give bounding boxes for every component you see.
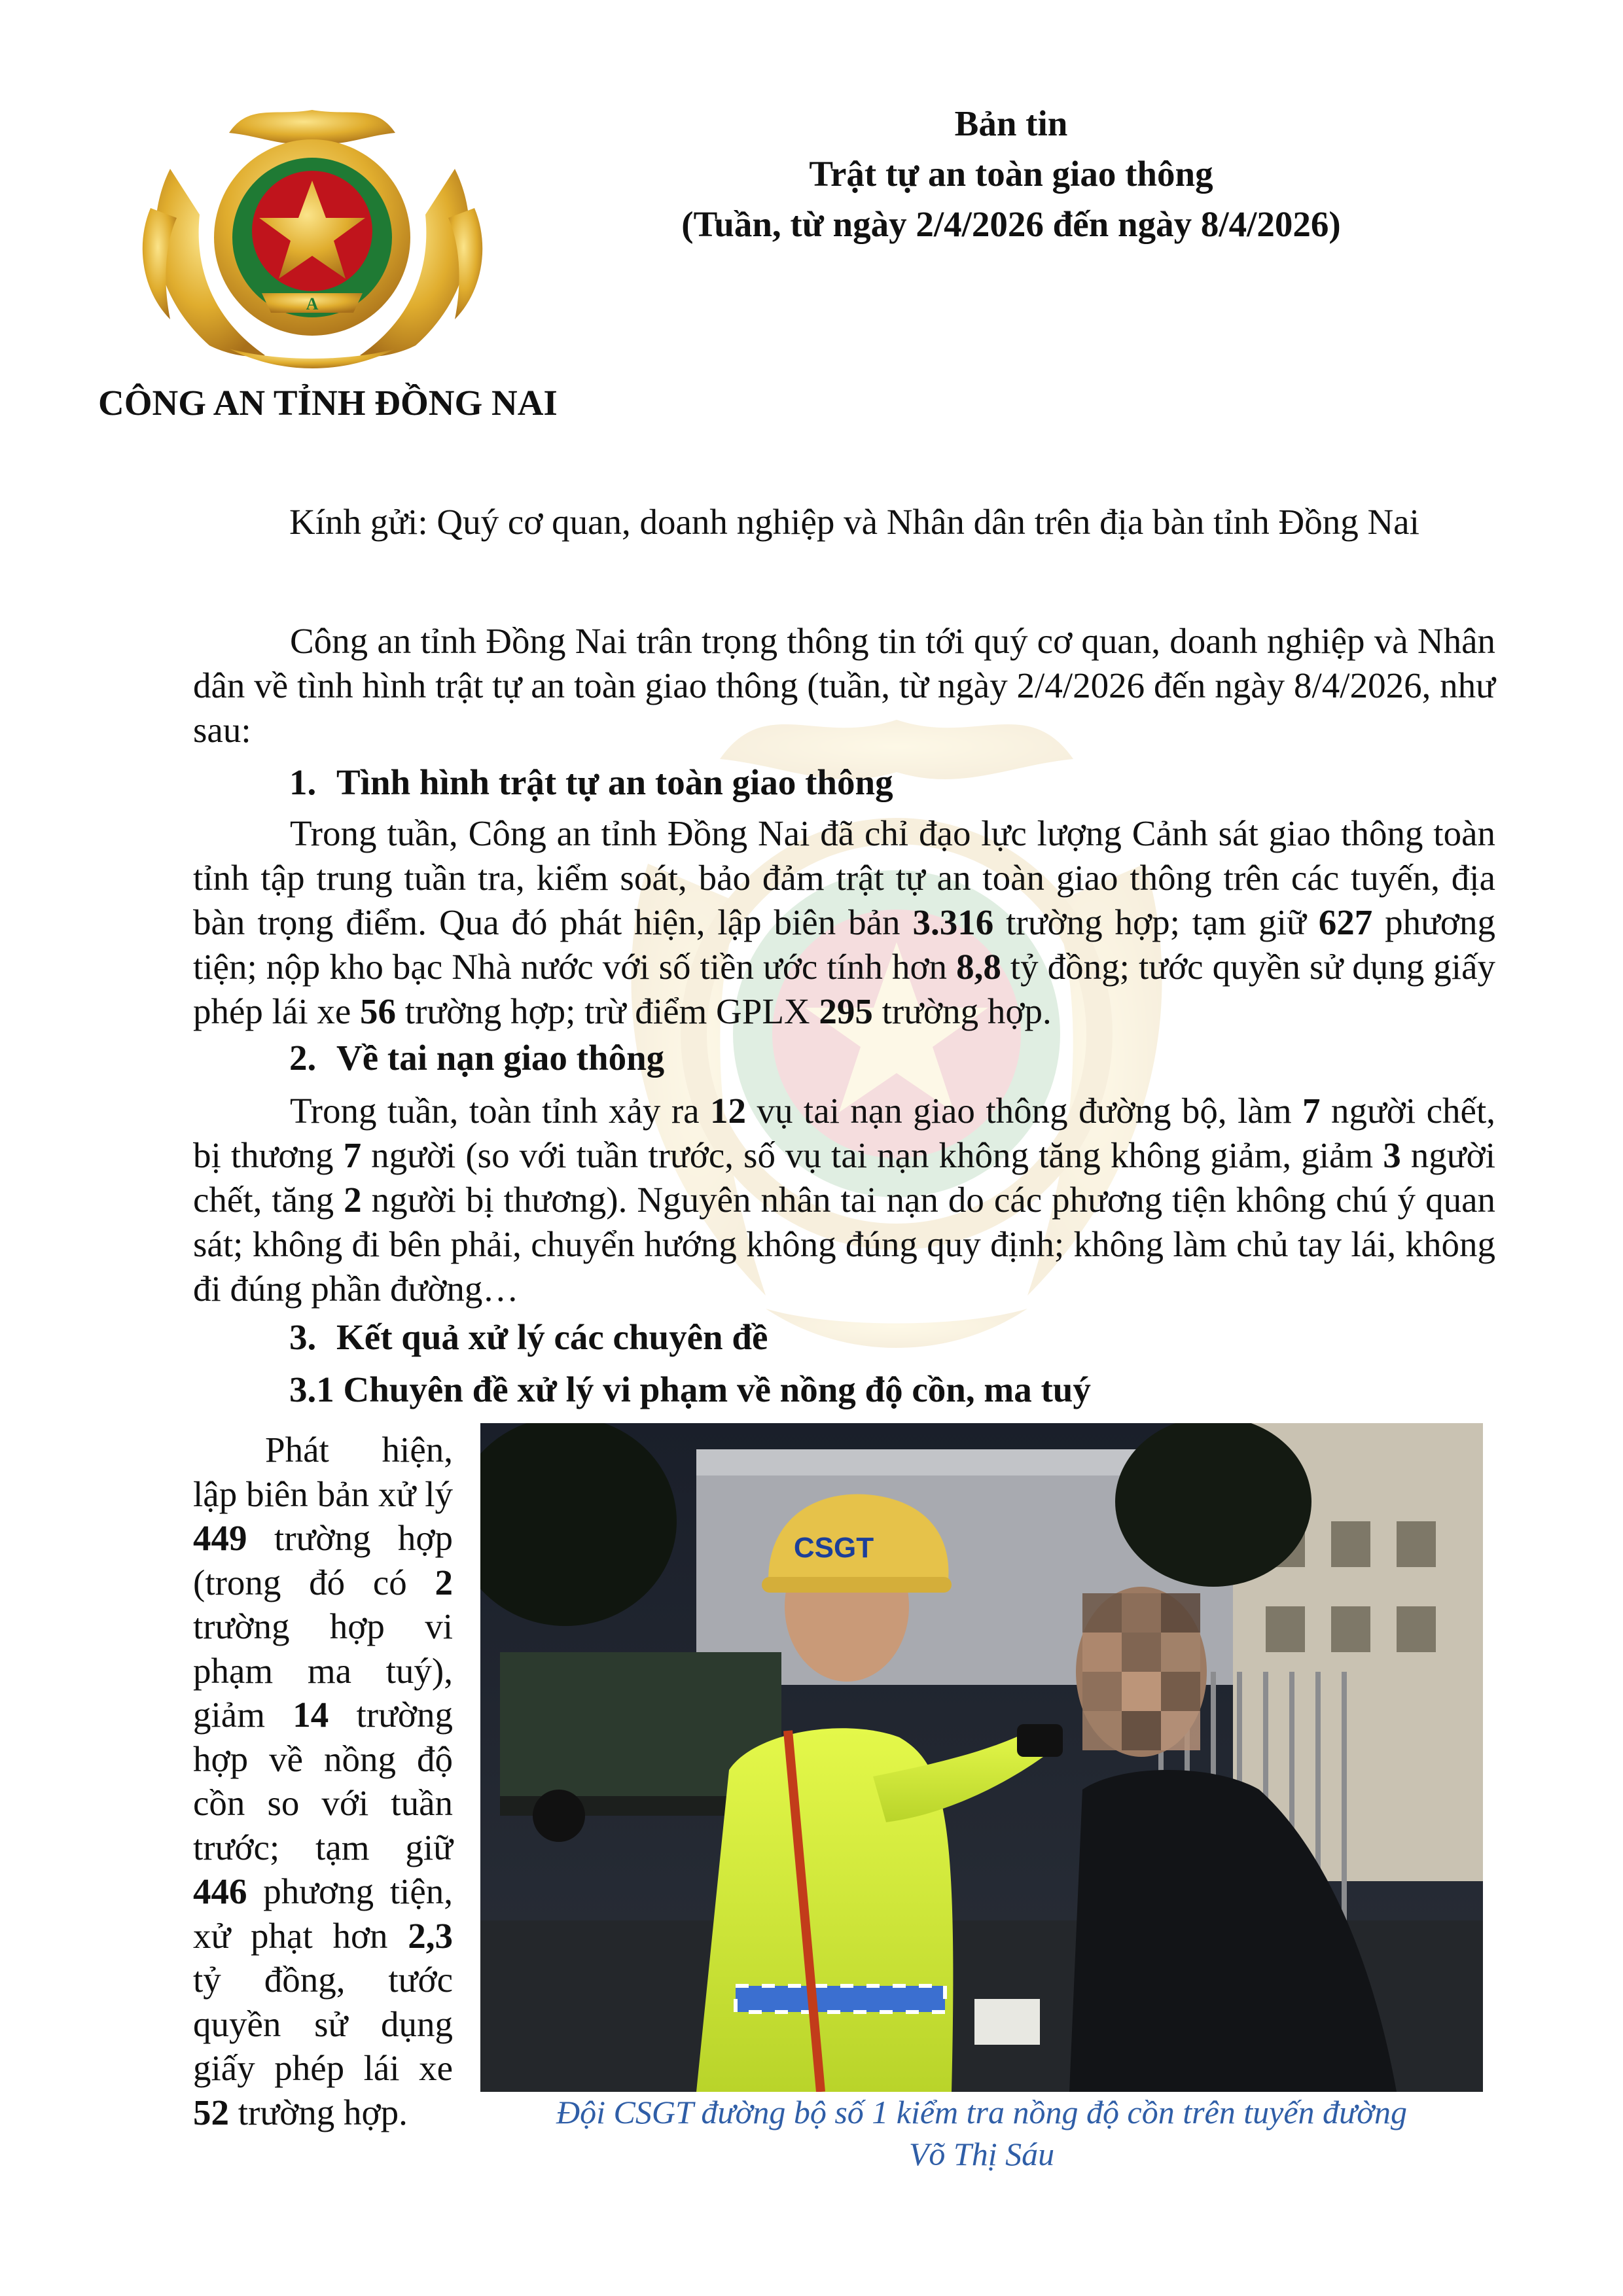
section-2-number: 2. (289, 1038, 317, 1078)
alcohol-decrease: 14 (293, 1695, 329, 1735)
section-3-1-body: Phát hiện, lập biên bản xử lý 449 trường hợp (trong đó có 2 trường hợp vi phạm ma tuý), giảm 14 trường hợp về nồng độ cồn so với tuần trước; tạm giữ 446 phương tiện, xử phạt hơn 2,3 tỷ đồng, tước quyền sử dụng giấy phép lái xe 52 trường hợp. (193, 1430, 453, 2132)
accident-count: 12 (710, 1091, 747, 1131)
section-3-heading (289, 1316, 768, 1358)
section-3-title: Kết quả xử lý các chuyên đề (336, 1317, 768, 1357)
alcohol-fines: 2,3 (408, 1915, 453, 1956)
header-line-3: (Tuần, từ ngày 2/4/2026 đến ngày 8/4/2026) (681, 204, 1341, 244)
helmet-label: CSGT (793, 1532, 874, 1564)
section-1-heading (289, 762, 893, 803)
section-1-body: Trong tuần, Công an tỉnh Đồng Nai đã chỉ đạo lực lượng Cảnh sát giao thông toàn tỉnh tập trung tuần tra, kiểm soát, bảo đảm trật tự an toàn giao thông trên các tuyến, địa bàn trọng điểm. Qua đó phát hiện, lập biên bản 3.316 trường hợp; tạm giữ 627 phương tiện; nộp kho bạc Nhà nước với số tiền ước tính hơn 8,8 tỷ đồng; tước quyền sử dụng giấy phép lái xe 56 trường hợp; trừ điểm GPLX 295 trường hợp. (193, 813, 1496, 1031)
section-2-body: Trong tuần, toàn tỉnh xảy ra 12 vụ tai nạn giao thông đường bộ, làm 7 người chết, bị thương 7 người (so với tuần trước, số vụ tai nạn không tăng không giảm, giảm 3 người chết, tăng 2 người bị thương). Nguyên nhân tai nạn do các phương tiện không chú ý quan sát; không đi bên phải, chuyển hướng không đúng quy định; không làm chủ tay lái, không đi đúng phần đường… (193, 1091, 1495, 1309)
section-1-title: Tình hình trật tự an toàn giao thông (336, 762, 893, 802)
section-3-1-heading: 3.1 Chuyên đề xử lý vi phạm về nồng độ cồn, ma tuý (289, 1369, 1091, 1409)
alcohol-licenses-revoked: 52 (193, 2092, 229, 2132)
header-line-2: Trật tự an toàn giao thông (809, 154, 1213, 194)
photo-caption (480, 2091, 1483, 2175)
licenses-revoked: 56 (360, 991, 397, 1031)
alcohol-vehicles-held: 446 (193, 1871, 247, 1911)
section-3-number: 3. (289, 1317, 317, 1357)
injured-increase: 2 (344, 1180, 362, 1220)
intro-text: Công an tỉnh Đồng Nai trân trọng thông tin tới quý cơ quan, doanh nghiệp và Nhân dân về tình hình trật tự an toàn giao thông (tuần, từ ngày 2/4/2026 đến ngày 8/4/2026, như sau: (193, 621, 1495, 750)
section-1-number: 1. (289, 762, 317, 802)
police-emblem (131, 97, 494, 378)
caption-line-1: Đội CSGT đường bộ số 1 kiểm tra nồng độ cồn trên tuyến đường (556, 2094, 1407, 2130)
violations-count: 3.316 (912, 902, 994, 942)
deaths-decrease: 3 (1383, 1135, 1401, 1175)
greeting: Kính gửi: Quý cơ quan, doanh nghiệp và Nhân dân trên địa bàn tỉnh Đồng Nai (289, 502, 1419, 542)
checkpoint-photo (480, 1423, 1483, 2092)
vehicles-held: 627 (1318, 902, 1373, 942)
license-points-deducted: 295 (819, 991, 873, 1031)
intro-paragraph (193, 619, 1495, 752)
fine-amount: 8,8 (956, 947, 1001, 987)
section-2-heading (289, 1037, 664, 1078)
header-line-1: Bản tin (954, 103, 1068, 143)
injured-count: 7 (343, 1135, 362, 1175)
section-2-title: Về tai nạn giao thông (336, 1038, 665, 1078)
bulletin-header (602, 98, 1420, 249)
alcohol-violations: 449 (193, 1518, 247, 1558)
svg-text:A: A (306, 294, 319, 313)
agency-name: CÔNG AN TỈNH ĐỒNG NAI (98, 383, 558, 423)
drug-violations: 2 (435, 1562, 453, 1602)
caption-line-2: Võ Thị Sáu (908, 2136, 1055, 2172)
deaths-count: 7 (1302, 1091, 1321, 1131)
